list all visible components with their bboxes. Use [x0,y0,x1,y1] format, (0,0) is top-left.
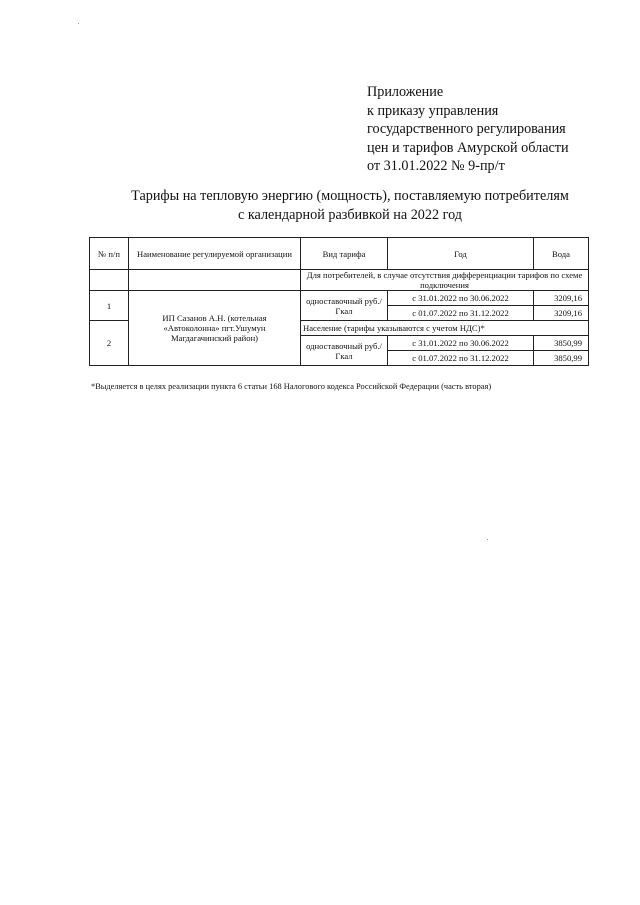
appendix-line: Приложение [367,84,444,100]
period: с 01.07.2022 по 31.12.2022 [388,306,534,321]
header-num: № п/п [90,238,129,270]
empty-cell [129,270,301,291]
tariff-type: одноставочный руб./Гкал [301,291,388,321]
appendix-line: к приказу управления [367,102,499,119]
appendix-line: цен и тарифов Амурской области [367,139,569,156]
header-org: Наименование регулируемой организации [129,238,301,270]
tariff-value: 3850,99 [534,351,589,366]
tariff-table [89,237,589,366]
header-type: Вид тарифа [301,238,388,270]
row-number: 2 [90,321,129,366]
tariff-type: одноставочный руб./Гкал [301,336,388,366]
tariff-value: 3209,16 [534,291,589,306]
scan-speck [487,539,488,540]
scan-speck [78,23,79,24]
title-line-1: Тарифы на тепловую энергию (мощность), поставляемую потребителям [131,188,569,204]
appendix-line: от 31.01.2022 № 9-пр/т [367,158,505,174]
footnote: *Выделяется в целях реализации пункта 6 статьи 168 Налогового кодекса Российской Федерации (часть вторая) [91,382,492,391]
header-year: Год [388,238,534,270]
section-row-1 [90,270,589,291]
section-label-1: Для потребителей, в случае отсутствия дифференциации тарифов по схеме подключения [301,270,589,291]
tariff-value: 3209,16 [534,306,589,321]
document-title [100,187,600,224]
period: с 01.07.2022 по 31.12.2022 [388,351,534,366]
appendix-block [367,83,632,176]
organization-name: ИП Сазанов А.Н. (котельная «Автоколонна» пгт.Ушумун Магдагачинский район) [129,291,301,366]
table-row [90,291,589,306]
row-number: 1 [90,291,129,321]
title-line-2: с календарной разбивкой на 2022 год [238,206,462,223]
period: с 31.01.2022 по 30.06.2022 [388,336,534,351]
table-header-row [90,238,589,270]
period: с 31.01.2022 по 30.06.2022 [388,291,534,306]
appendix-line: государственного регулирования [367,121,566,137]
section-label-2: Население (тарифы указываются с учетом НДС)* [301,321,589,336]
empty-cell [90,270,129,291]
tariff-value: 3850,99 [534,336,589,351]
header-water: Вода [534,238,589,270]
